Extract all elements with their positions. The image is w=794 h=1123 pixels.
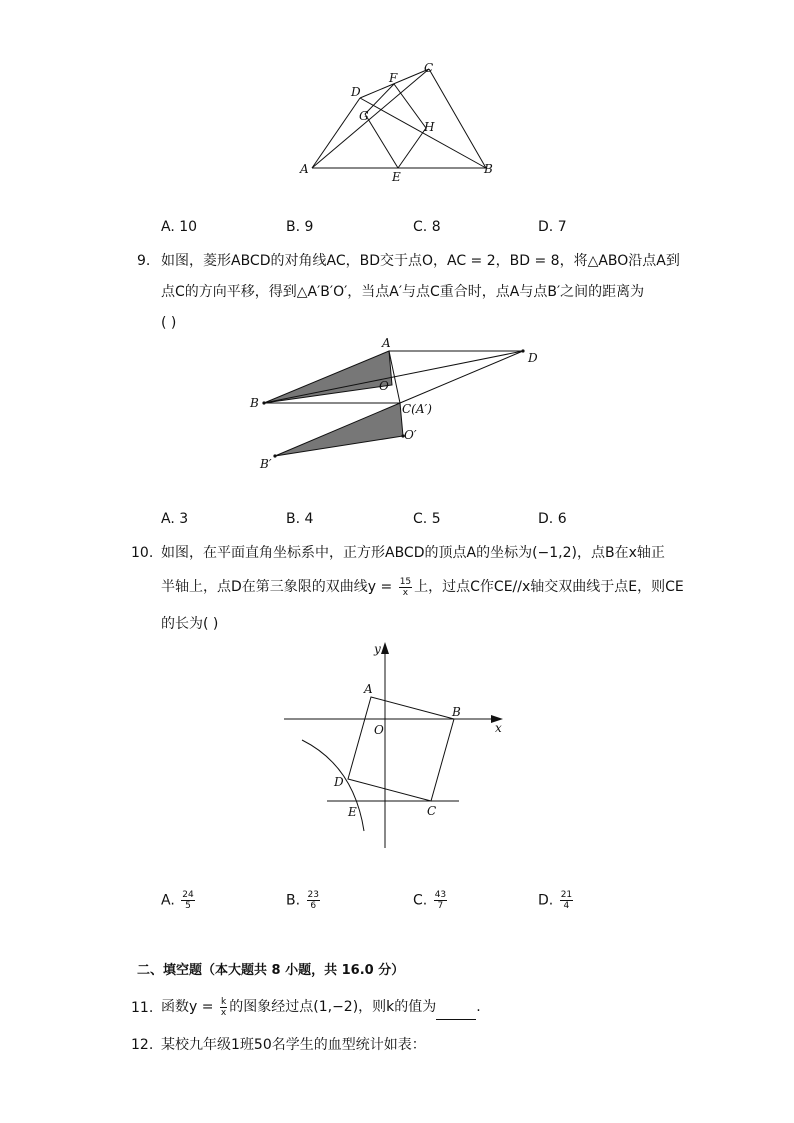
q10-label-E: E [348,805,357,819]
q8-option-a[interactable]: A. 10 [161,219,198,235]
q8-label-F: F [389,71,398,85]
q10-label-x: x [495,721,502,735]
q9-label-CA: C(A′) [402,402,432,416]
q11-text: 函数y = $\frac{k}{x}$ 的图象经过点(1,−2)，则k的值为 . [161,994,481,1020]
q10-label-B: B [452,705,461,719]
q8-label-G: G [359,109,369,123]
q9-text-line1: 如图，菱形ABCD的对角线AC，BD交于点O，AC = 2，BD = 8，将△ABO沿点A到 [161,253,680,269]
q9-label-Bp: B′ [260,457,272,471]
q10-option-a[interactable]: A. $\frac{24}{5}$ [161,890,194,911]
q11-answer-blank[interactable] [436,1005,476,1020]
q9-label-A: A [382,336,391,350]
q9-option-b[interactable]: B. 4 [286,511,314,527]
q10-label-y: y [374,642,381,656]
q9-number: 9. [137,253,151,269]
q8-label-H: H [424,120,435,134]
q8-label-D: D [351,85,361,99]
q9-option-a[interactable]: A. 3 [161,511,189,527]
q8-option-b[interactable]: B. 9 [286,219,314,235]
q9-text-line3: ( ) [161,315,177,331]
q9-label-Op: O′ [404,428,417,442]
q9-text-line2: 点C的方向平移，得到△A′B′O′，当点A′与点C重合时，点A与点B′之间的距离为 [161,284,645,300]
q9-label-D: D [528,351,538,365]
q9-label-B: B [250,396,259,410]
q10-text-line3: 的长为( ) [161,616,219,632]
q8-option-d[interactable]: D. 7 [538,219,567,235]
q12-text: 某校九年级1班50名学生的血型统计如表： [161,1037,426,1053]
q8-option-c[interactable]: C. 8 [413,219,441,235]
q10-figure [280,638,510,853]
q10-label-A: A [364,682,373,696]
q8-label-A: A [300,162,309,176]
q10-option-d[interactable]: D. $\frac{21}{4}$ [538,890,573,911]
q9-option-d[interactable]: D. 6 [538,511,567,527]
q12-number: 12. [131,1037,154,1053]
q10-label-C: C [427,804,437,818]
q8-label-B: B [484,162,493,176]
section-heading: 二、填空题（本大题共 8 小题，共 16.0 分） [137,963,405,978]
q10-text-line1: 如图，在平面直角坐标系中，正方形ABCD的顶点A的坐标为(−1,2)，点B在x轴正 [161,545,665,561]
q10-label-D: D [334,775,344,789]
q9-option-c[interactable]: C. 5 [413,511,441,527]
q11-fraction: $\frac{k}{x}$ [220,996,227,1018]
q9-label-O: O [379,379,389,393]
q10-text-line2: 半轴上，点D在第三象限的双曲线y = $\frac{15}{x}$ 上，过点C作CE//x轴交双曲线于点E，则CE [161,576,684,598]
q8-label-C: C [424,61,434,75]
q10-fraction: $\frac{15}{x}$ [399,576,412,598]
q8-label-E: E [392,170,401,184]
q9-figure [245,333,555,478]
q10-number: 10. [131,545,154,561]
q10-label-O: O [374,723,384,737]
q10-option-b[interactable]: B. $\frac{23}{6}$ [286,890,319,911]
q11-number: 11. [131,1000,154,1016]
q10-option-c[interactable]: C. $\frac{43}{7}$ [413,890,447,911]
q8-figure [290,55,510,185]
